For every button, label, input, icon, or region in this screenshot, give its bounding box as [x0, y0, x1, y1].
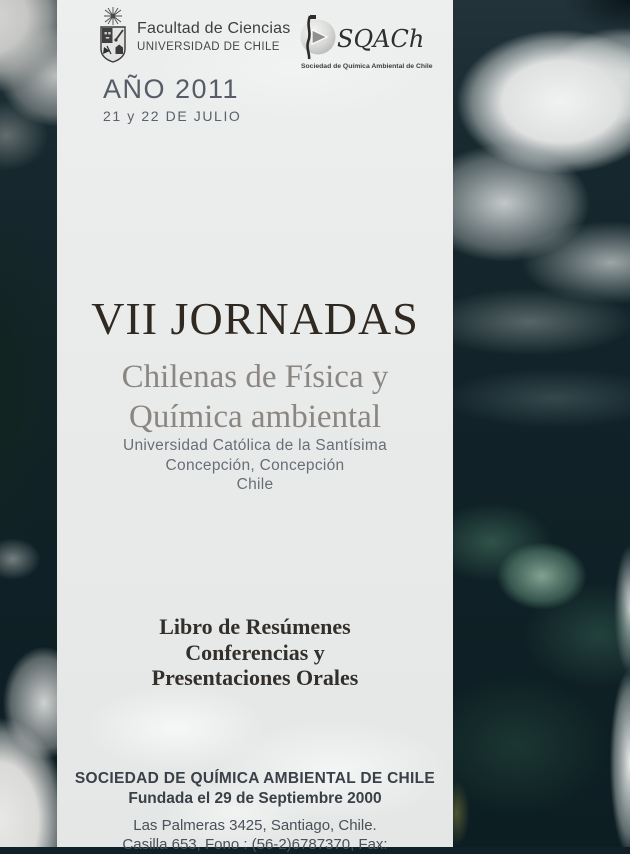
book-title-block: [57, 614, 453, 691]
subtitle: [57, 357, 453, 437]
uchile-crest-icon: [95, 6, 131, 69]
footer-address-line2: Casilla 653, Fono : (56-2)6787370, Fax:: [57, 836, 453, 854]
sqach-acronym-label: SQACh: [337, 25, 424, 53]
subtitle-line2: Química ambiental: [57, 397, 453, 437]
uchile-logo-text: [137, 20, 290, 55]
main-title: VII JORNADAS: [57, 292, 453, 345]
subtitle-line1: Chilenas de Física y: [57, 357, 453, 397]
footer-block: [57, 770, 453, 854]
book-line1: Libro de Resúmenes: [57, 614, 453, 640]
content-panel: [57, 0, 453, 847]
event-year-label: AÑO 2011: [103, 74, 241, 105]
footer-founded: Fundada el 29 de Septiembre 2000: [57, 790, 453, 808]
uchile-university-label: UNIVERSIDAD DE CHILE: [137, 41, 290, 54]
footer-address-line1: Las Palmeras 3425, Santiago, Chile.: [57, 817, 453, 836]
venue-line2: Concepción, Concepción: [57, 456, 453, 476]
footer-organization: SOCIEDAD DE QUÍMICA AMBIENTAL DE CHILE: [57, 770, 453, 788]
event-date-block: [103, 74, 241, 124]
venue-line1: Universidad Católica de la Santísima: [57, 436, 453, 456]
uchile-faculty-label: Facultad de Ciencias: [137, 20, 290, 38]
sqach-logo: [295, 12, 445, 70]
sqach-globe-icon: [295, 12, 341, 65]
book-line3: Presentaciones Orales: [57, 665, 453, 691]
title-block: [57, 292, 453, 437]
event-days-label: 21 y 22 DE JULIO: [103, 108, 241, 124]
book-line2: Conferencias y: [57, 640, 453, 666]
venue-line3: Chile: [57, 475, 453, 495]
footer-address: [57, 817, 453, 854]
venue-block: [57, 436, 453, 495]
sqach-fullname-label: Sociedad de Química Ambiental de Chile: [301, 63, 445, 70]
